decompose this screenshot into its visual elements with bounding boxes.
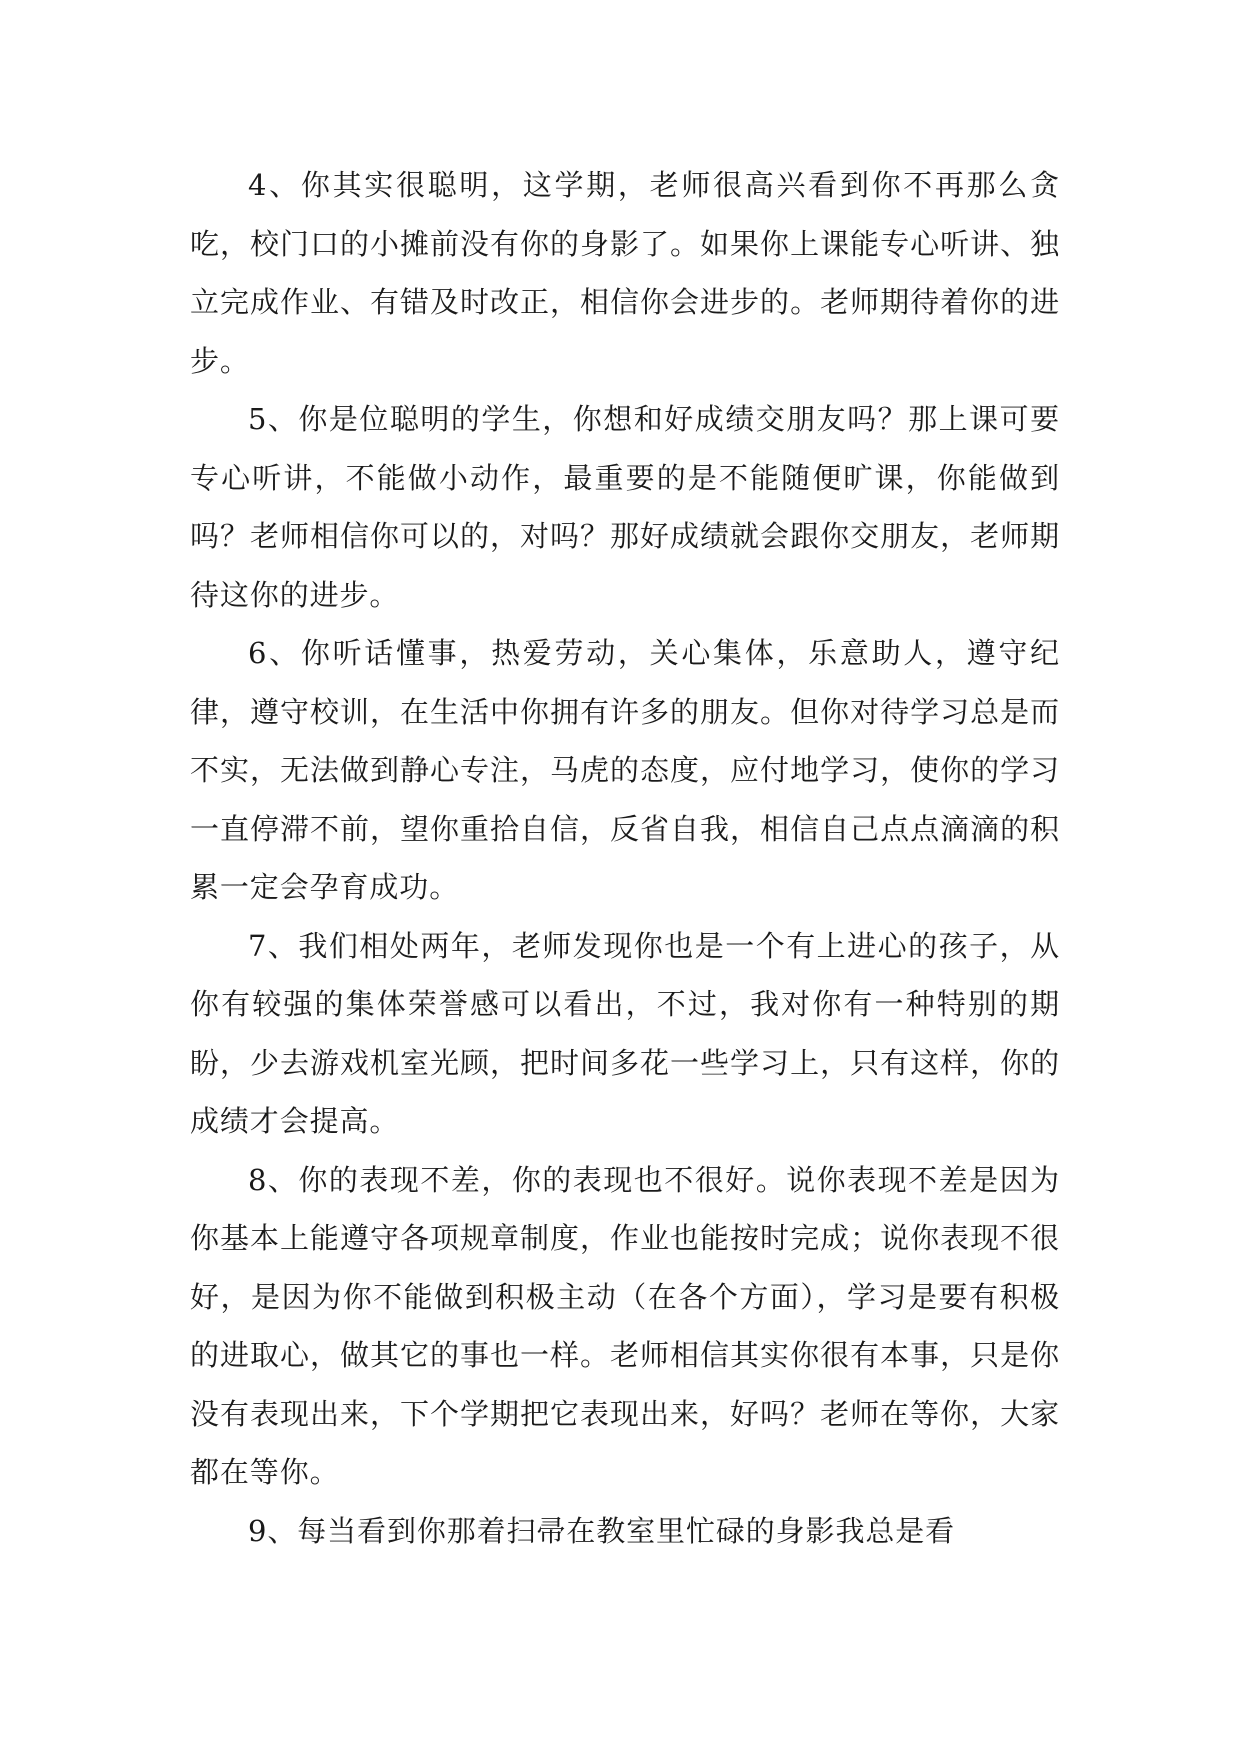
comment-paragraph-6: 6、你听话懂事，热爱劳动，关心集体，乐意助人，遵守纪律，遵守校训，在生活中你拥有许多的朋友。但你对待学习总是而不实，无法做到静心专注，马虎的态度，应付地学习，使你的学习一直停滞不前，望你重拾自信，反省自我，相信自己点点滴滴的积累一定会孕育成功。 <box>190 636 1060 904</box>
comment-paragraph-8: 8、你的表现不差，你的表现也不很好。说你表现不差是因为你基本上能遵守各项规章制度，作业也能按时完成；说你表现不很好，是因为你不能做到积极主动（在各个方面），学习是要有积极的进取心，做其它的事也一样。老师相信其实你很有本事，只是你没有表现出来，下个学期把它表现出来，好吗？老师在等你，大家都在等你。 <box>190 1162 1060 1489</box>
comment-paragraph-4: 4、你其实很聪明，这学期，老师很高兴看到你不再那么贪吃，校门口的小摊前没有你的身影了。如果你上课能专心听讲、独立完成作业、有错及时改正，相信你会进步的。老师期待着你的进步。 <box>190 168 1060 378</box>
comment-paragraph-9: 9、每当看到你那着扫帚在教室里忙碌的身影我总是看 <box>248 1513 956 1548</box>
document-page <box>190 156 1060 1560</box>
comment-paragraph-5: 5、你是位聪明的学生，你想和好成绩交朋友吗？那上课可要专心听讲，不能做小动作，最重要的是不能随便旷课，你能做到吗？老师相信你可以的，对吗？那好成绩就会跟你交朋友，老师期待这你的进步。 <box>190 402 1060 612</box>
comment-paragraph-7: 7、我们相处两年，老师发现你也是一个有上进心的孩子，从你有较强的集体荣誉感可以看出，不过，我对你有一种特别的期盼，少去游戏机室光顾，把时间多花一些学习上，只有这样，你的成绩才会提高。 <box>190 928 1060 1138</box>
